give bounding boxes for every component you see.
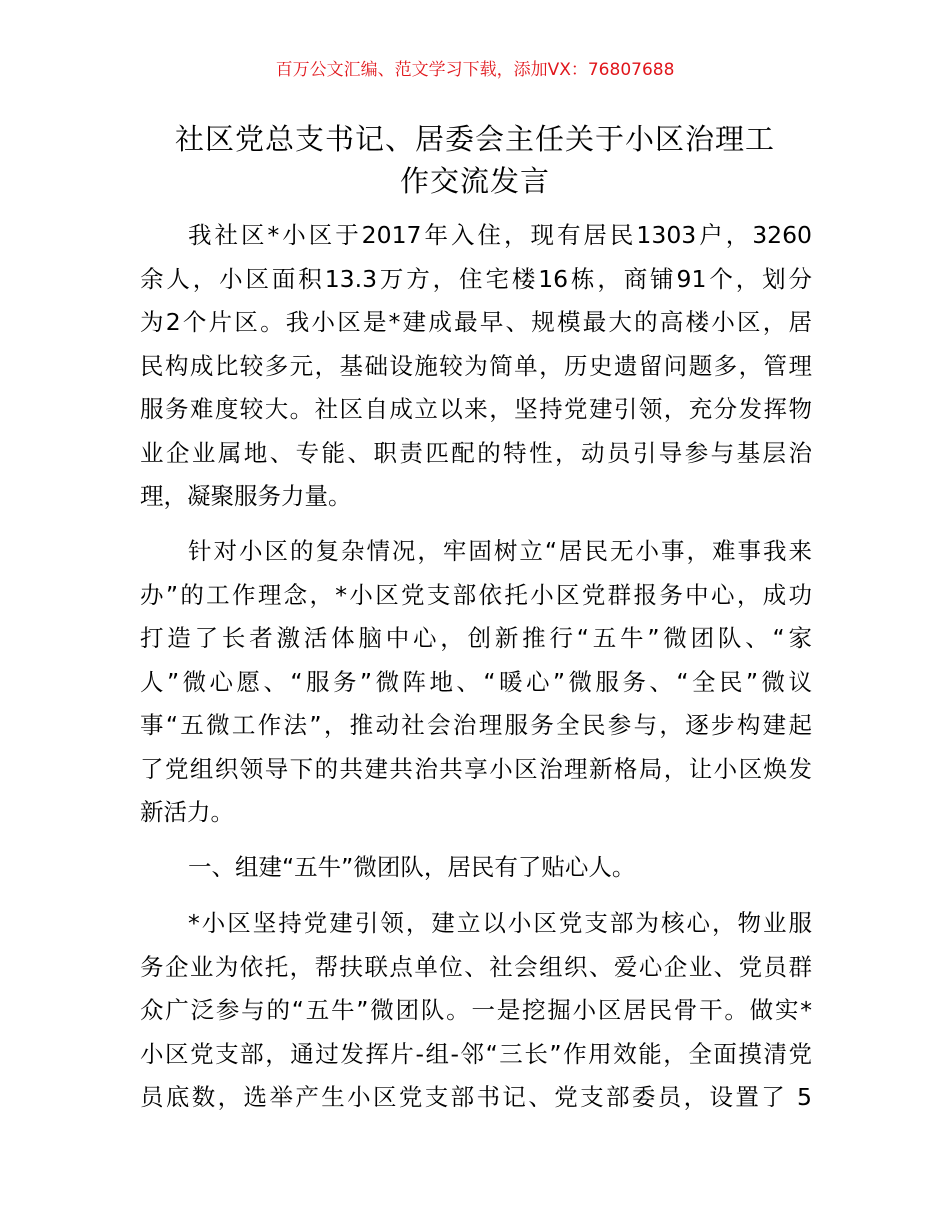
paragraph-line: 业企业属地、专能、职责匹配的特性，动员引导参与基层治 xyxy=(140,438,812,467)
paragraph-line: 服务难度较大。社区自成立以来，坚持党建引领，充分发挥物 xyxy=(140,395,812,423)
paragraph-line: 我社区*小区于2017年入住，现有居民1303户，3260 xyxy=(188,221,812,249)
paragraph-line: 员底数，选举产生小区党支部书记、党支部委员，设置了 5 xyxy=(140,1083,812,1111)
paragraph-line: 打造了长者激活体脑中心，创新推行“五牛”微团队、“家 xyxy=(140,624,812,652)
paragraph-line: *小区坚持党建引领，建立以小区党支部为核心，物业服 xyxy=(188,909,812,937)
paragraph-line: 事“五微工作法”，推动社会治理服务全民参与，逐步构建起 xyxy=(140,711,812,739)
paragraph-line: 针对小区的复杂情况，牢固树立“居民无小事，难事我来 xyxy=(188,537,812,565)
title-line-1: 社区党总支书记、居委会主任关于小区治理工 xyxy=(174,122,775,156)
section-heading-1 xyxy=(140,846,812,890)
title-line-2: 作交流发言 xyxy=(399,164,550,198)
document-title xyxy=(140,118,810,202)
paragraph-line: 众广泛参与的“五牛”微团队。一是挖掘小区居民骨干。做实* xyxy=(140,996,812,1024)
paragraph-line: 人”微心愿、“服务”微阵地、“暖心”微服务、“全民”微议 xyxy=(140,667,812,696)
paragraph-line: 理，凝聚服务力量。 xyxy=(140,482,352,510)
paragraph-1 xyxy=(140,214,812,519)
paragraph-line: 了党组织领导下的共建共治共享小区治理新格局，让小区焕发 xyxy=(140,754,812,783)
paragraph-line: 新活力。 xyxy=(140,798,234,826)
paragraph-line: 务企业为依托，帮扶联点单位、社会组织、爱心企业、党员群 xyxy=(140,952,812,981)
paragraph-line: 小区党支部，通过发挥片-组-邻“三长”作用效能，全面摸清党 xyxy=(140,1039,812,1068)
paragraph-2 xyxy=(140,530,812,835)
paragraph-line: 余人，小区面积13.3万方，住宅楼16栋，商铺91个，划分 xyxy=(140,264,812,293)
paragraph-line: 为2个片区。我小区是*建成最早、规模最大的高楼小区，居 xyxy=(140,308,812,336)
paragraph-line: 办”的工作理念，*小区党支部依托小区党群报务中心，成功 xyxy=(140,580,812,609)
header-watermark-note: 百万公文汇编、范文学习下载，添加VX：76807688 xyxy=(275,60,675,80)
section-heading-line: 一、组建“五牛”微团队，居民有了贴心人。 xyxy=(188,853,636,881)
paragraph-line: 民构成比较多元，基础设施较为简单，历史遗留问题多，管理 xyxy=(140,351,812,380)
paragraph-3 xyxy=(140,902,812,1120)
